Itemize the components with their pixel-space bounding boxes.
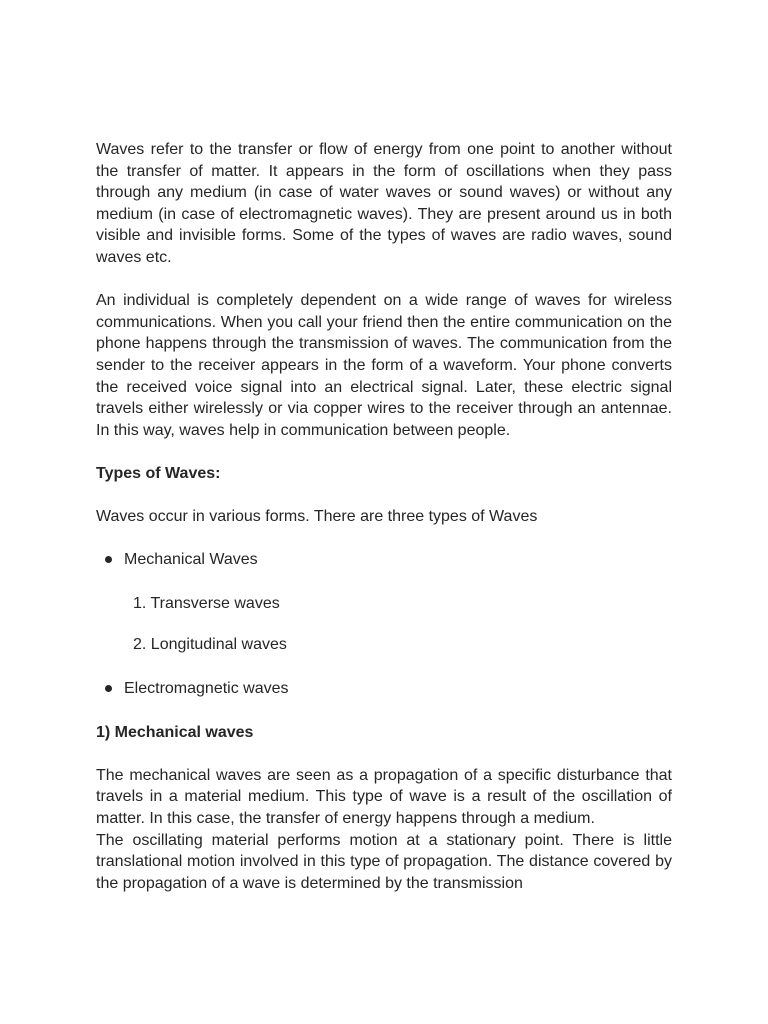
types-bullet-list-2 bbox=[96, 678, 672, 700]
communication-paragraph: An individual is completely dependent on a wide range of waves for wireless communications. When you call your friend then the entire communication on the phone happens through the transmission of waves. The communication from the sender to the receiver appears in the form of a waveform. Your phone converts the received voice signal into an electrical signal. Later, these electric signal travels either wirelessly or via copper wires to the receiver through an antennae. In this way, waves help in communication between people. bbox=[96, 292, 672, 439]
bullet-label-mechanical: Mechanical Waves bbox=[124, 551, 258, 569]
bullet-item-electromagnetic bbox=[96, 678, 672, 700]
bullet-item-mechanical bbox=[96, 549, 672, 571]
bullet-dot-icon bbox=[105, 556, 112, 563]
intro-paragraph: Waves refer to the transfer or flow of energy from one point to another without the transfer of matter. It appears in the form of oscillations when they pass through any medium (in case of water waves or sound waves) or without any medium (in case of electromagnetic waves). They are present around us in both visible and invisible forms. Some of the types of waves are radio waves, sound waves etc. bbox=[96, 141, 672, 266]
types-heading: Types of Waves: bbox=[96, 464, 221, 482]
types-lead-paragraph: Waves occur in various forms. There are three types of Waves bbox=[96, 508, 538, 526]
mechanical-heading: 1) Mechanical waves bbox=[96, 723, 254, 741]
document-page bbox=[96, 139, 672, 894]
subtype-item-transverse: 1. Transverse waves bbox=[133, 594, 280, 612]
mechanical-paragraph-1: The mechanical waves are seen as a propagation of a specific disturbance that travels in a material medium. This type of wave is a result of the oscillation of matter. In this case, the transfer of energy happens through a medium. bbox=[96, 766, 672, 828]
bullet-label-electromagnetic: Electromagnetic waves bbox=[124, 680, 289, 698]
bullet-dot-icon bbox=[105, 685, 112, 692]
mechanical-subtypes-list bbox=[96, 593, 672, 656]
types-bullet-list bbox=[96, 549, 672, 571]
subtype-item-longitudinal: 2. Longitudinal waves bbox=[133, 636, 287, 654]
mechanical-paragraph-2: The oscillating material performs motion at a stationary point. There is little translational motion involved in this type of propagation. The distance covered by the propagation of a wave is determined by the transmission bbox=[96, 831, 672, 892]
